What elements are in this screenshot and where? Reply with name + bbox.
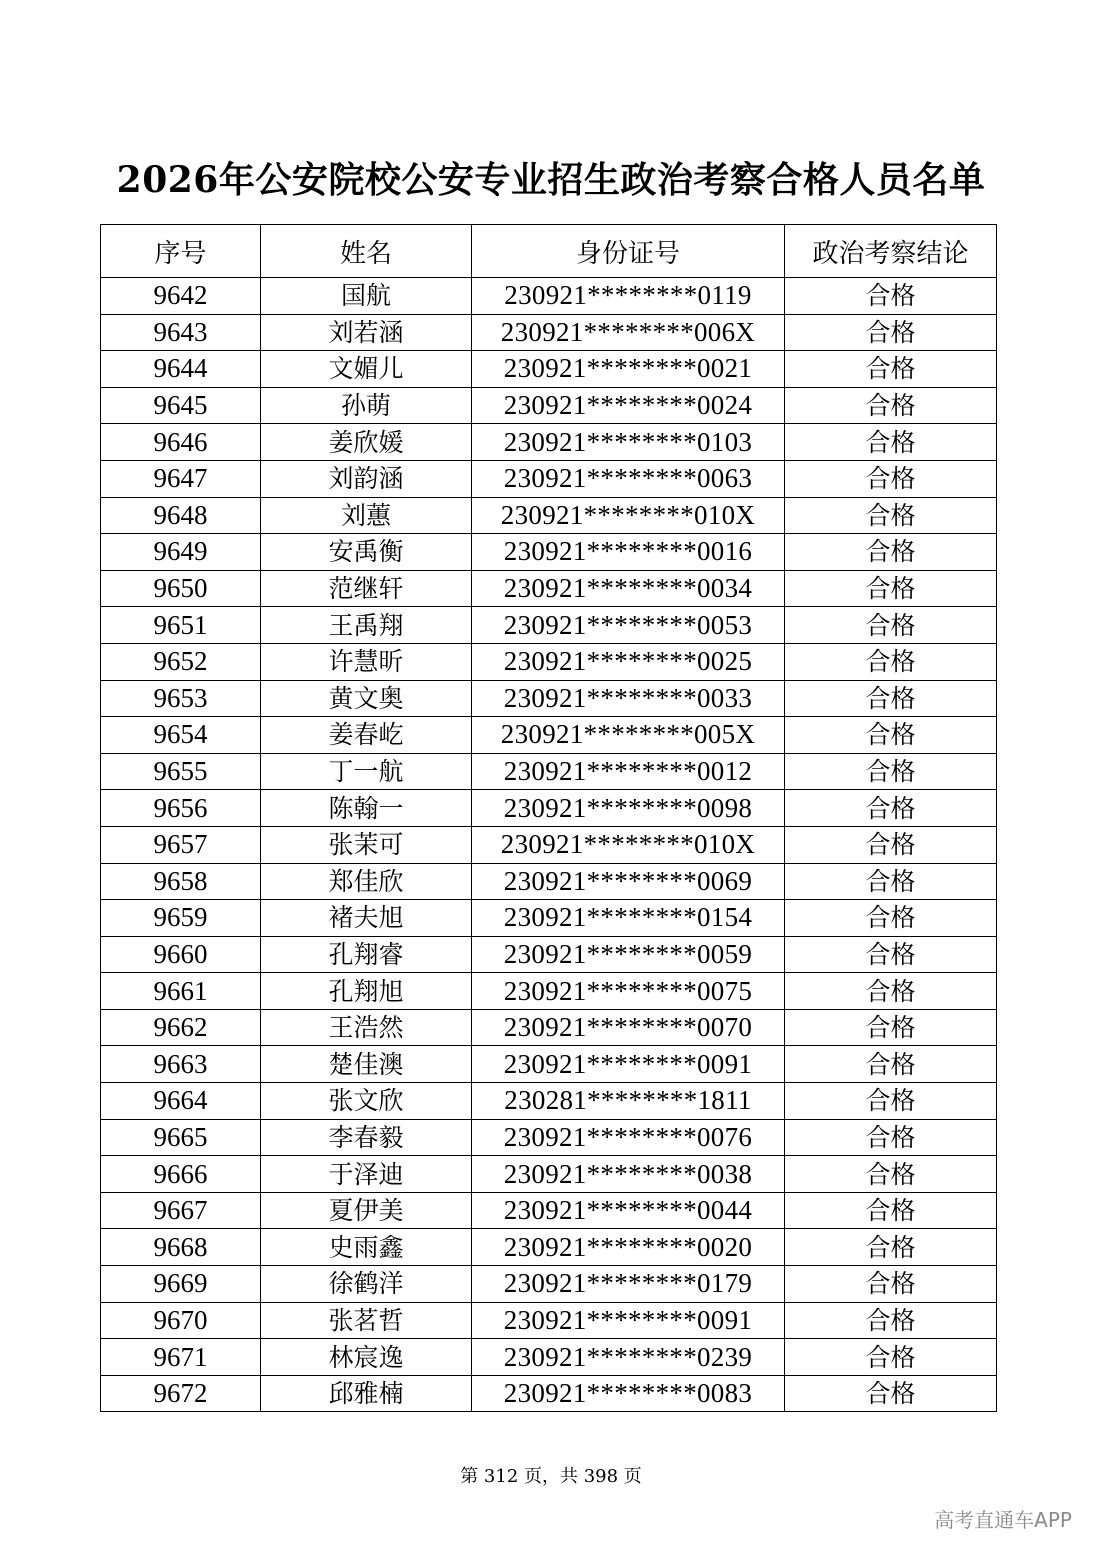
cell-id-number: 230921********0059 [472, 936, 785, 973]
cell-id-number: 230921********0179 [472, 1266, 785, 1303]
table-row [101, 863, 997, 900]
cell-conclusion: 合格 [785, 1192, 997, 1229]
cell-id-number: 230921********0016 [472, 534, 785, 571]
cell-name: 孔翔睿 [261, 936, 472, 973]
cell-sequence: 9670 [101, 1302, 261, 1339]
cell-id-number: 230921********010X [472, 826, 785, 863]
cell-sequence: 9643 [101, 314, 261, 351]
table-row [101, 1302, 997, 1339]
table-row [101, 717, 997, 754]
cell-id-number: 230921********0091 [472, 1302, 785, 1339]
table-row [101, 278, 997, 315]
table-row [101, 1046, 997, 1083]
cell-id-number: 230921********0154 [472, 900, 785, 937]
cell-sequence: 9650 [101, 570, 261, 607]
cell-conclusion: 合格 [785, 570, 997, 607]
table-row [101, 607, 997, 644]
cell-name: 李春毅 [261, 1119, 472, 1156]
cell-conclusion: 合格 [785, 278, 997, 315]
cell-name: 孔翔旭 [261, 973, 472, 1010]
cell-conclusion: 合格 [785, 607, 997, 644]
cell-sequence: 9665 [101, 1119, 261, 1156]
cell-sequence: 9666 [101, 1156, 261, 1193]
cell-id-number: 230921********0075 [472, 973, 785, 1010]
table-row [101, 1229, 997, 1266]
cell-name: 王禹翔 [261, 607, 472, 644]
cell-id-number: 230921********0091 [472, 1046, 785, 1083]
cell-sequence: 9669 [101, 1266, 261, 1303]
cell-id-number: 230921********0025 [472, 643, 785, 680]
cell-name: 国航 [261, 278, 472, 315]
table-row [101, 387, 997, 424]
cell-sequence: 9646 [101, 424, 261, 461]
cell-name: 姜春屹 [261, 717, 472, 754]
cell-sequence: 9642 [101, 278, 261, 315]
table-row [101, 1375, 997, 1412]
cell-conclusion: 合格 [785, 1009, 997, 1046]
cell-conclusion: 合格 [785, 643, 997, 680]
cell-name: 刘蕙 [261, 497, 472, 534]
table-row [101, 900, 997, 937]
table-row [101, 1192, 997, 1229]
cell-sequence: 9651 [101, 607, 261, 644]
cell-conclusion: 合格 [785, 900, 997, 937]
cell-name: 徐鹤洋 [261, 1266, 472, 1303]
table-header-row [101, 225, 997, 278]
cell-conclusion: 合格 [785, 387, 997, 424]
cell-name: 姜欣媛 [261, 424, 472, 461]
cell-sequence: 9656 [101, 790, 261, 827]
table-row [101, 973, 997, 1010]
cell-name: 陈翰一 [261, 790, 472, 827]
cell-name: 文媚儿 [261, 351, 472, 388]
cell-conclusion: 合格 [785, 314, 997, 351]
cell-id-number: 230921********0070 [472, 1009, 785, 1046]
cell-name: 孙萌 [261, 387, 472, 424]
cell-conclusion: 合格 [785, 790, 997, 827]
cell-id-number: 230921********0021 [472, 351, 785, 388]
cell-sequence: 9663 [101, 1046, 261, 1083]
cell-conclusion: 合格 [785, 1046, 997, 1083]
table-row [101, 424, 997, 461]
cell-conclusion: 合格 [785, 1339, 997, 1376]
cell-conclusion: 合格 [785, 1375, 997, 1412]
cell-sequence: 9668 [101, 1229, 261, 1266]
cell-sequence: 9648 [101, 497, 261, 534]
cell-conclusion: 合格 [785, 1083, 997, 1120]
cell-name: 夏伊美 [261, 1192, 472, 1229]
cell-id-number: 230921********0044 [472, 1192, 785, 1229]
table-row [101, 790, 997, 827]
header-id-number: 身份证号 [472, 225, 785, 278]
cell-conclusion: 合格 [785, 460, 997, 497]
watermark: 高考直通车APP [934, 1508, 1072, 1532]
cell-name: 王浩然 [261, 1009, 472, 1046]
page-number: 第 312 页，共 398 页 [460, 1466, 642, 1487]
cell-conclusion: 合格 [785, 753, 997, 790]
cell-sequence: 9672 [101, 1375, 261, 1412]
table-row [101, 1156, 997, 1193]
cell-id-number: 230921********0076 [472, 1119, 785, 1156]
cell-id-number: 230921********0098 [472, 790, 785, 827]
cell-id-number: 230921********0053 [472, 607, 785, 644]
cell-id-number: 230921********0119 [472, 278, 785, 315]
cell-id-number: 230921********0024 [472, 387, 785, 424]
document-title: 2026年公安院校公安专业招生政治考察合格人员名单 [116, 159, 986, 201]
cell-name: 安禹衡 [261, 534, 472, 571]
table-row [101, 753, 997, 790]
cell-id-number: 230921********0038 [472, 1156, 785, 1193]
table-row [101, 497, 997, 534]
table-row [101, 936, 997, 973]
cell-name: 史雨鑫 [261, 1229, 472, 1266]
cell-name: 张茗哲 [261, 1302, 472, 1339]
cell-id-number: 230921********0063 [472, 460, 785, 497]
cell-sequence: 9655 [101, 753, 261, 790]
cell-id-number: 230921********005X [472, 717, 785, 754]
qualified-personnel-table [100, 224, 997, 1412]
cell-conclusion: 合格 [785, 424, 997, 461]
cell-id-number: 230921********0012 [472, 753, 785, 790]
table-row [101, 1083, 997, 1120]
cell-sequence: 9657 [101, 826, 261, 863]
cell-conclusion: 合格 [785, 534, 997, 571]
header-conclusion: 政治考察结论 [785, 225, 997, 278]
cell-name: 郑佳欣 [261, 863, 472, 900]
table-row [101, 1339, 997, 1376]
cell-sequence: 9659 [101, 900, 261, 937]
cell-name: 于泽迪 [261, 1156, 472, 1193]
table-row [101, 1266, 997, 1303]
table-row [101, 643, 997, 680]
cell-name: 刘若涵 [261, 314, 472, 351]
cell-id-number: 230281********1811 [472, 1083, 785, 1120]
cell-sequence: 9671 [101, 1339, 261, 1376]
cell-sequence: 9647 [101, 460, 261, 497]
table-row [101, 680, 997, 717]
header-sequence: 序号 [101, 225, 261, 278]
cell-name: 刘韵涵 [261, 460, 472, 497]
cell-name: 褚夫旭 [261, 900, 472, 937]
cell-id-number: 230921********0239 [472, 1339, 785, 1376]
cell-sequence: 9664 [101, 1083, 261, 1120]
cell-sequence: 9654 [101, 717, 261, 754]
cell-sequence: 9644 [101, 351, 261, 388]
cell-name: 张茉可 [261, 826, 472, 863]
cell-conclusion: 合格 [785, 936, 997, 973]
cell-conclusion: 合格 [785, 351, 997, 388]
cell-sequence: 9658 [101, 863, 261, 900]
table-row [101, 534, 997, 571]
cell-conclusion: 合格 [785, 1156, 997, 1193]
cell-sequence: 9645 [101, 387, 261, 424]
cell-id-number: 230921********006X [472, 314, 785, 351]
cell-conclusion: 合格 [785, 1229, 997, 1266]
cell-conclusion: 合格 [785, 717, 997, 754]
table-row [101, 826, 997, 863]
table-row [101, 1009, 997, 1046]
cell-id-number: 230921********010X [472, 497, 785, 534]
cell-sequence: 9660 [101, 936, 261, 973]
cell-sequence: 9653 [101, 680, 261, 717]
cell-name: 丁一航 [261, 753, 472, 790]
cell-name: 林宸逸 [261, 1339, 472, 1376]
table-row [101, 314, 997, 351]
cell-id-number: 230921********0083 [472, 1375, 785, 1412]
cell-id-number: 230921********0103 [472, 424, 785, 461]
cell-sequence: 9667 [101, 1192, 261, 1229]
cell-name: 邱雅楠 [261, 1375, 472, 1412]
cell-conclusion: 合格 [785, 1119, 997, 1156]
cell-conclusion: 合格 [785, 680, 997, 717]
cell-name: 许慧昕 [261, 643, 472, 680]
cell-id-number: 230921********0034 [472, 570, 785, 607]
cell-id-number: 230921********0069 [472, 863, 785, 900]
cell-sequence: 9662 [101, 1009, 261, 1046]
cell-name: 张文欣 [261, 1083, 472, 1120]
table-row [101, 1119, 997, 1156]
table-row [101, 351, 997, 388]
cell-name: 黄文奥 [261, 680, 472, 717]
cell-conclusion: 合格 [785, 1302, 997, 1339]
cell-id-number: 230921********0020 [472, 1229, 785, 1266]
cell-conclusion: 合格 [785, 826, 997, 863]
header-name: 姓名 [261, 225, 472, 278]
cell-id-number: 230921********0033 [472, 680, 785, 717]
cell-conclusion: 合格 [785, 1266, 997, 1303]
table-row [101, 460, 997, 497]
cell-sequence: 9649 [101, 534, 261, 571]
cell-name: 范继轩 [261, 570, 472, 607]
table-row [101, 570, 997, 607]
cell-conclusion: 合格 [785, 973, 997, 1010]
cell-name: 楚佳澳 [261, 1046, 472, 1083]
cell-sequence: 9652 [101, 643, 261, 680]
cell-conclusion: 合格 [785, 497, 997, 534]
cell-sequence: 9661 [101, 973, 261, 1010]
table-body [101, 278, 997, 1412]
cell-conclusion: 合格 [785, 863, 997, 900]
